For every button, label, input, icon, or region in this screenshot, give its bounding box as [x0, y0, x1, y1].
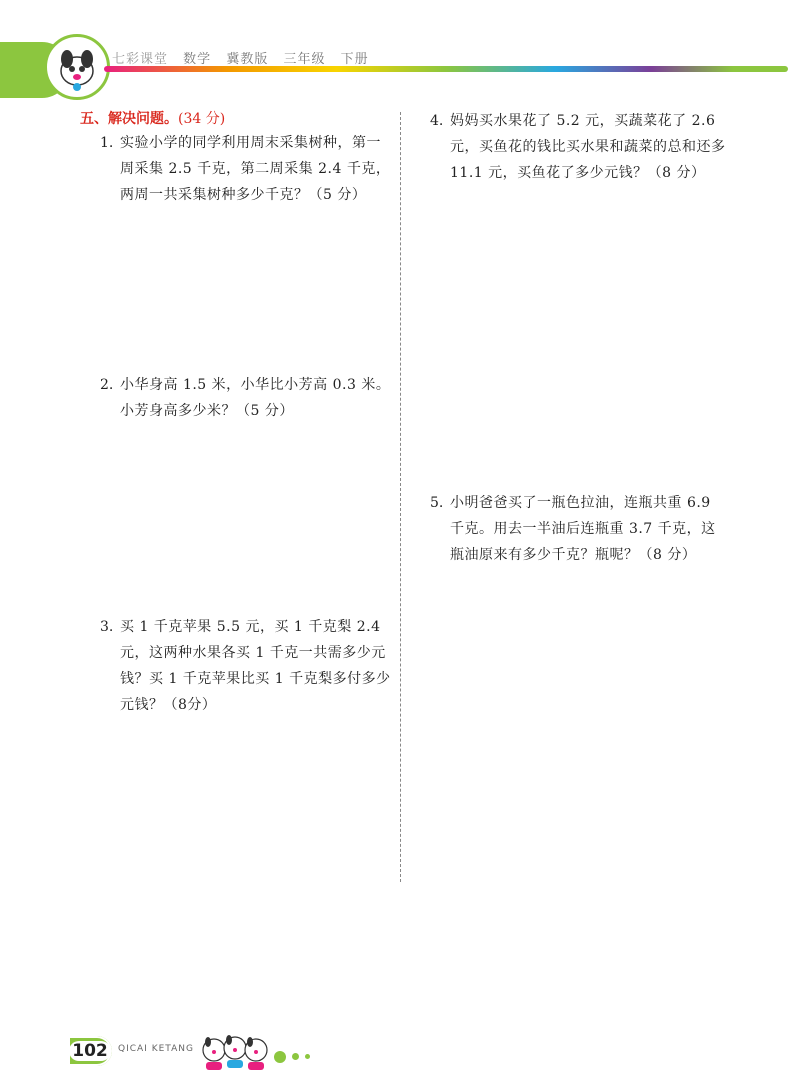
question-number: 1. — [100, 135, 114, 151]
question-5 — [430, 490, 726, 568]
question-number: 5. — [430, 495, 444, 511]
section-points: (34 分) — [178, 111, 226, 127]
header-volume: 下册 — [340, 52, 369, 67]
question-text: 小明爸爸买了一瓶色拉油，连瓶共重 6.9 千克。用去一半油后连瓶重 3.7 千克，这瓶油原来有多少千克？瓶呢？（8 分） — [450, 495, 716, 563]
question-text: 实验小学的同学利用周末采集树种，第一周采集 2.5 千克，第二周采集 2.4 千克，两周一共采集树种多少千克？（5 分） — [120, 135, 391, 203]
question-2 — [100, 372, 392, 424]
mascot-logo — [44, 34, 110, 100]
header-edition: 冀教版 — [226, 52, 269, 67]
question-number: 2. — [100, 377, 114, 393]
question-text: 小华身高 1.5 米，小华比小芳高 0.3 米。小芳身高多少米？（5 分） — [120, 377, 391, 419]
section-title — [80, 108, 392, 128]
question-number: 3. — [100, 619, 114, 635]
question-number: 4. — [430, 113, 444, 129]
header-grade: 三年级 — [283, 52, 326, 67]
page-footer — [68, 1030, 368, 1080]
page-header — [0, 0, 800, 110]
page-number-badge — [68, 1036, 112, 1066]
question-1 — [100, 130, 392, 208]
column-divider — [400, 112, 401, 882]
decorative-dots — [274, 1046, 316, 1065]
footer-brand: QICAI KETANG — [118, 1044, 194, 1054]
page-number: 102 — [69, 1041, 111, 1061]
header-subject: 数学 — [183, 52, 212, 67]
header-text — [112, 48, 379, 67]
header-series: 七彩课堂 — [112, 52, 169, 67]
question-3 — [100, 614, 392, 718]
question-text: 买 1 千克苹果 5.5 元，买 1 千克梨 2.4 元，这两种水果各买 1 千克一共需多少元钱？买 1 千克苹果比买 1 千克梨多付多少元钱？（8分） — [120, 619, 391, 713]
question-4 — [430, 108, 726, 186]
footer-mascots-icon — [200, 1030, 270, 1074]
question-text: 妈妈买水果花了 5.2 元，买蔬菜花了 2.6 元，买鱼花的钱比买水果和蔬菜的总和还多 11.1 元，买鱼花了多少元钱？（8 分） — [450, 113, 726, 181]
section-title-text: 五、解决问题。 — [80, 111, 178, 127]
